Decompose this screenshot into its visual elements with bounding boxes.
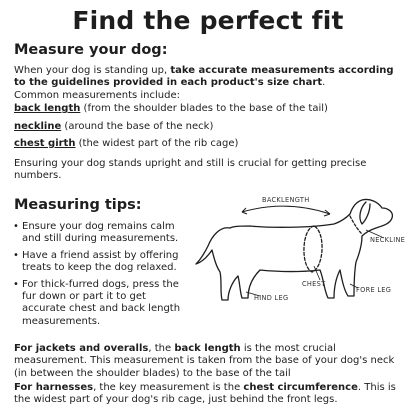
label-fore-leg: FORE LEG bbox=[356, 286, 392, 294]
back-length-arrow bbox=[242, 206, 330, 214]
measurement-term: back length bbox=[14, 103, 81, 114]
measurement-term: neckline bbox=[14, 121, 62, 132]
jackets-mid: , the bbox=[148, 343, 175, 354]
harnesses-term: chest circumference bbox=[243, 382, 358, 393]
dog-outline bbox=[196, 199, 392, 300]
intro-end: . bbox=[322, 77, 326, 89]
harnesses-bold: For harnesses bbox=[14, 382, 94, 393]
tips-heading: Measuring tips: bbox=[14, 197, 142, 213]
measurement-desc: (around the base of the neck) bbox=[61, 121, 214, 132]
measurement-chest-girth bbox=[14, 138, 238, 149]
measurement-back-length bbox=[14, 103, 328, 114]
tip-item: • Have a friend assist by offering treats to keep the dog relaxed. bbox=[12, 250, 187, 275]
harnesses-rest: . This is the widest part of your dog's rib cage, just behind the front legs. bbox=[14, 382, 396, 406]
harnesses-mid: , the key measurement is the bbox=[93, 382, 244, 393]
jackets-rest: is the most crucial measurement. This measurement is taken from the base of your dog's neck (in between the shoulder blades) to the base of the tail bbox=[14, 343, 395, 379]
label-chest: CHEST bbox=[302, 280, 326, 288]
jackets-term: back length bbox=[174, 343, 241, 354]
label-backlength: BACKLENGTH bbox=[262, 196, 310, 204]
measurement-desc: (from the shoulder blades to the base of the tail) bbox=[80, 103, 328, 114]
harnesses-note bbox=[14, 382, 406, 407]
tip-item: • For thick-furred dogs, press the fur down or part it to get accurate chest and back length measurements. bbox=[12, 279, 187, 329]
dog-ear bbox=[360, 202, 370, 224]
intro-text: When your dog is standing up, bbox=[14, 65, 171, 76]
jackets-bold: For jackets and overalls bbox=[14, 343, 149, 354]
measure-note: Ensuring your dog stands upright and still is crucial for getting precise numbers. bbox=[14, 158, 367, 182]
measure-intro bbox=[14, 65, 406, 102]
tips-list bbox=[12, 221, 187, 332]
measurement-term: chest girth bbox=[14, 138, 76, 149]
measurement-desc: (the widest part of the rib cage) bbox=[75, 138, 239, 149]
dog-measurement-diagram bbox=[190, 188, 414, 318]
label-neckline: NECKLINE bbox=[370, 236, 406, 244]
measurement-neckline bbox=[14, 121, 213, 132]
tip-item: • Ensure your dog remains calm and still during measurements. bbox=[12, 221, 187, 246]
jackets-note bbox=[14, 343, 406, 380]
intro-bold-text: take accurate measurements according to the guidelines provided in each product's size chart bbox=[14, 65, 394, 89]
label-hind-leg: HIND LEG bbox=[254, 294, 289, 302]
includes-text: Common measurements include: bbox=[14, 89, 180, 101]
chest-girth-marker bbox=[304, 226, 322, 272]
measure-heading: Measure your dog: bbox=[14, 42, 168, 58]
page-title: Find the perfect fit bbox=[72, 6, 344, 35]
